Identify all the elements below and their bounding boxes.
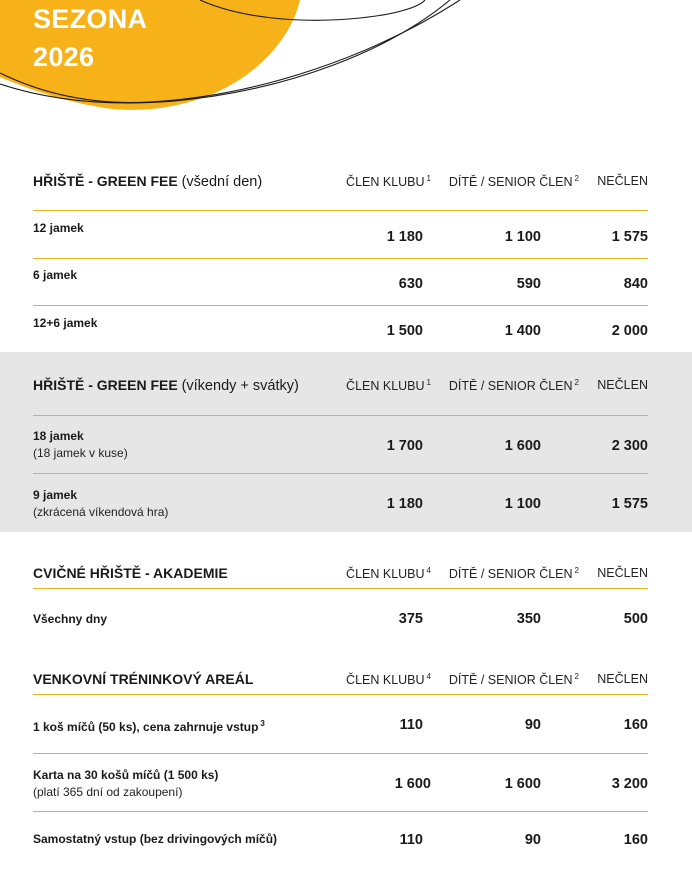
price-nonmember: 1 575	[611, 496, 648, 512]
row-label: 12 jamek	[33, 221, 84, 235]
price-child-senior: 1 600	[504, 438, 541, 454]
row-label: 6 jamek	[33, 268, 78, 282]
table-row	[33, 416, 648, 473]
section-subtitle: (všední den)	[181, 174, 263, 190]
price-nonmember: 840	[623, 276, 648, 292]
row-note: (zkrácená víkendová hra)	[33, 505, 169, 519]
row-note: (platí 365 dní od zakoupení)	[33, 785, 183, 799]
section-subtitle: (víkendy + svátky)	[181, 378, 299, 394]
price-member: 630	[398, 276, 423, 292]
row-label: Všechny dny	[33, 612, 108, 626]
table-row	[33, 754, 648, 811]
price-member: 1 500	[386, 323, 423, 339]
column-header-nonmember: NEČLEN	[597, 378, 648, 392]
column-header-nonmember: NEČLEN	[597, 174, 648, 188]
column-header-member: ČLEN KLUBU $^1$	[346, 378, 431, 393]
row-label: 18 jamek	[33, 429, 84, 443]
section-title: VENKOVNÍ TRÉNINKOVÝ AREÁL	[33, 671, 254, 687]
table-row	[33, 812, 648, 867]
price-child-senior: 90	[524, 717, 541, 733]
table-row	[33, 474, 648, 532]
price-member: 1 600	[394, 776, 431, 792]
price-nonmember: 500	[623, 611, 648, 627]
price-nonmember: 2 300	[611, 438, 648, 454]
row-label: 1 koš míčů (50 ks), cena zahrnuje vstup $^3$	[33, 719, 265, 734]
title-line-2: 2026	[33, 42, 95, 72]
price-member: 110	[399, 717, 423, 733]
column-header-member: ČLEN KLUBU $^4$	[346, 672, 431, 687]
row-label: Karta na 30 košů míčů (1 500 ks)	[33, 768, 219, 782]
column-header-member: ČLEN KLUBU $^1$	[346, 174, 431, 189]
column-header-child-senior: DÍTĚ / SENIOR ČLEN $^2$	[448, 566, 579, 581]
price-child-senior: 90	[524, 832, 541, 848]
price-child-senior: 1 400	[504, 323, 541, 339]
row-label: Samostatný vstup (bez drivingových míčů)	[33, 832, 278, 846]
price-nonmember: 2 000	[611, 323, 648, 339]
column-header-member: ČLEN KLUBU $^4$	[346, 566, 431, 581]
price-member: 375	[398, 611, 423, 627]
section-title: HŘIŠTĚ - GREEN FEE (víkendy + svátky)	[33, 377, 299, 394]
table-row	[33, 211, 648, 258]
price-member: 110	[399, 832, 423, 848]
section-title: CVIČNÉ HŘIŠTĚ - AKADEMIE	[33, 565, 228, 581]
price-member: 1 700	[386, 438, 423, 454]
section-header-training-area	[33, 669, 648, 693]
table-row	[33, 695, 648, 753]
section-header-academy	[33, 563, 648, 587]
table-row	[33, 589, 648, 641]
section-header-weekend	[33, 375, 648, 399]
row-label: 12+6 jamek	[33, 316, 98, 330]
row-note: (18 jamek v kuse)	[33, 446, 128, 460]
price-child-senior: 1 100	[504, 496, 541, 512]
table-row	[33, 259, 648, 305]
column-header-child-senior: DÍTĚ / SENIOR ČLEN $^2$	[448, 672, 579, 687]
price-nonmember: 160	[623, 832, 648, 848]
title-line-1: SEZONA	[33, 4, 148, 34]
price-child-senior: 1 100	[504, 229, 541, 245]
column-header-child-senior: DÍTĚ / SENIOR ČLEN $^2$	[448, 174, 579, 189]
price-child-senior: 590	[516, 276, 541, 292]
column-header-nonmember: NEČLEN	[597, 672, 648, 686]
price-nonmember: 160	[623, 717, 648, 733]
price-nonmember: 3 200	[611, 776, 648, 792]
price-member: 1 180	[386, 229, 423, 245]
price-child-senior: 350	[516, 611, 541, 627]
section-header-weekday	[33, 171, 648, 195]
price-member: 1 180	[386, 496, 423, 512]
footnote-marker: 3	[260, 719, 265, 728]
column-header-child-senior: DÍTĚ / SENIOR ČLEN $^2$	[448, 378, 579, 393]
row-label: 9 jamek	[33, 488, 78, 502]
table-row	[33, 306, 648, 352]
section-title: HŘIŠTĚ - GREEN FEE (všední den)	[33, 173, 263, 190]
price-child-senior: 1 600	[504, 776, 541, 792]
price-nonmember: 1 575	[611, 229, 648, 245]
column-header-nonmember: NEČLEN	[597, 566, 648, 580]
